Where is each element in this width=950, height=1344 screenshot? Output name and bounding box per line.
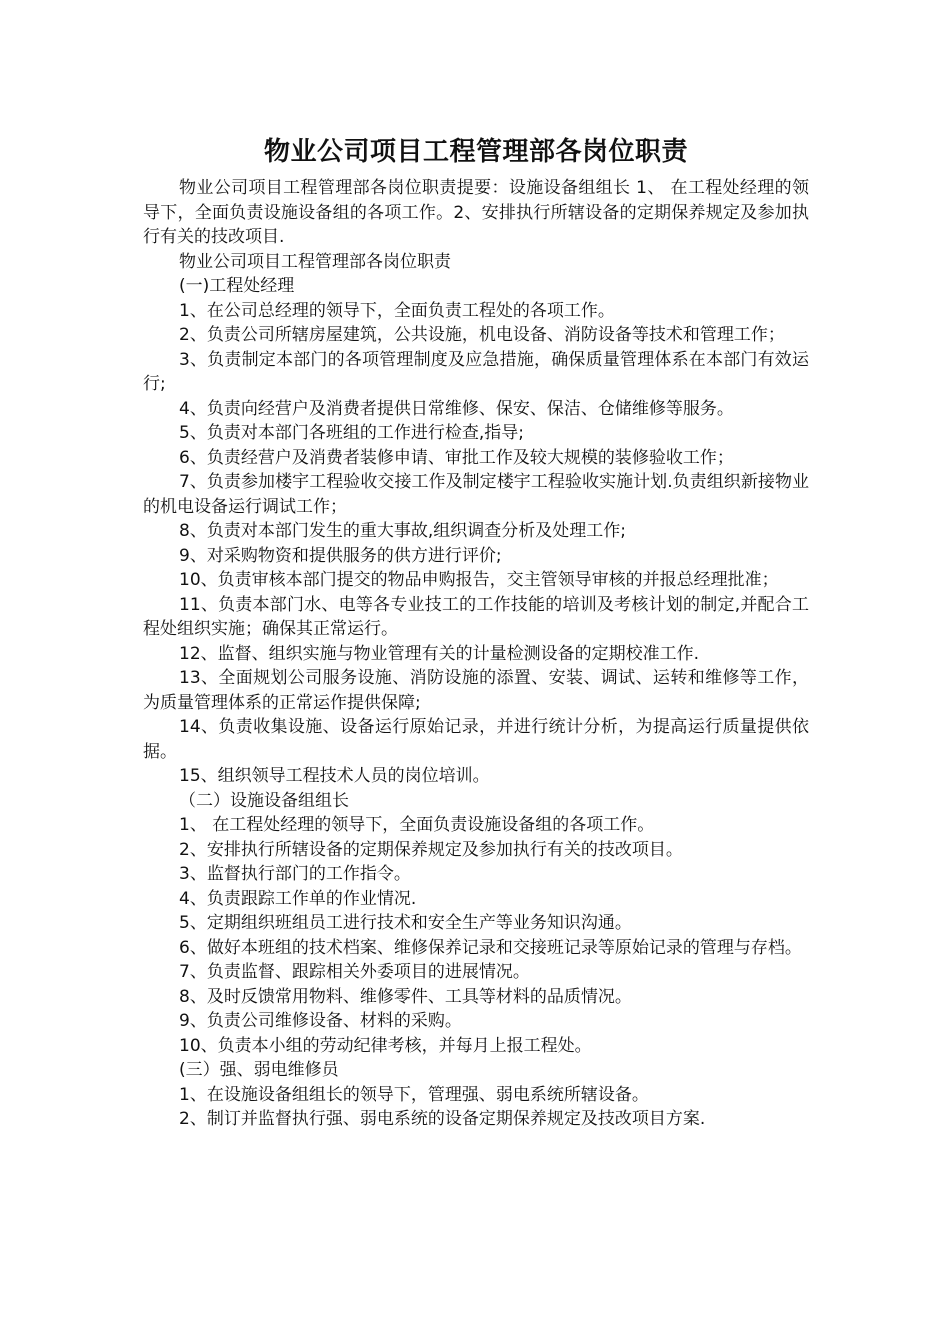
- section-heading: （二）设施设备组组长: [179, 790, 349, 811]
- paragraph: 物业公司项目工程管理部各岗位职责: [179, 251, 451, 272]
- list-item: 12、监督、组织实施与物业管理有关的计量检测设备的定期校准工作.: [179, 643, 700, 664]
- list-item: 13、全面规划公司服务设施、消防设施的添置、安装、调试、运转和维修等工作，为质量管理体系的正常运作提供保障;: [143, 668, 809, 713]
- list-item: 3、负责制定本部门的各项管理制度及应急措施，确保质量管理体系在本部门有效运行;: [143, 349, 809, 394]
- document-title: 物业公司项目工程管理部各岗位职责: [263, 137, 688, 167]
- list-item: 11、负责本部门水、电等各专业技工的工作技能的培训及考核计划的制定,并配合工程处组织实施；确保其正常运行。: [143, 594, 809, 639]
- list-item: 4、负责向经营户及消费者提供日常维修、保安、保洁、仓储维修等服务。: [179, 398, 734, 419]
- document-page: [143, 132, 809, 1132]
- paragraph: 物业公司项目工程管理部各岗位职责提要：设施设备组组长 1、 在工程处经理的领导下，全面负责设施设备组的各项工作。2、安排执行所辖设备的定期保养规定及参加执行有关的技改项目.: [143, 178, 809, 247]
- list-item: 8、及时反馈常用物料、维修零件、工具等材料的品质情况。: [179, 986, 632, 1007]
- list-item: 6、做好本班组的技术档案、维修保养记录和交接班记录等原始记录的管理与存档。: [179, 937, 802, 958]
- list-item: 2、安排执行所辖设备的定期保养规定及参加执行有关的技改项目。: [179, 839, 683, 860]
- document-body: [143, 176, 809, 1132]
- list-item: 7、负责监督、跟踪相关外委项目的进展情况。: [179, 962, 530, 982]
- list-item: 14、负责收集设施、设备运行原始记录，并进行统计分析，为提高运行质量提供依据。: [143, 717, 809, 762]
- list-item: 6、负责经营户及消费者装修申请、审批工作及较大规模的装修验收工作；: [179, 447, 734, 468]
- list-item: 2、负责公司所辖房屋建筑，公共设施，机电设备、消防设备等技术和管理工作；: [179, 325, 785, 345]
- list-item: 4、负责跟踪工作单的作业情况.: [179, 888, 417, 909]
- list-item: 10、负责审核本部门提交的物品申购报告，交主管领导审核的并报总经理批准；: [179, 570, 779, 590]
- list-item: 1、在公司总经理的领导下，全面负责工程处的各项工作。: [179, 300, 615, 321]
- list-item: 5、定期组织班组员工进行技术和安全生产等业务知识沟通。: [179, 913, 632, 933]
- list-item: 1、 在工程处经理的领导下，全面负责设施设备组的各项工作。: [179, 815, 655, 835]
- list-item: 10、负责本小组的劳动纪律考核，并每月上报工程处。: [179, 1035, 592, 1056]
- list-item: 2、制订并监督执行强、弱电系统的设备定期保养规定及技改项目方案.: [179, 1109, 706, 1129]
- list-item: 15、组织领导工程技术人员的岗位培训。: [179, 766, 490, 786]
- list-item: 5、负责对本部门各班组的工作进行检查,指导;: [179, 423, 524, 443]
- list-item: 9、对采购物资和提供服务的供方进行评价;: [179, 545, 502, 566]
- list-item: 1、在设施设备组组长的领导下，管理强、弱电系统所辖设备。: [179, 1084, 649, 1105]
- list-item: 3、监督执行部门的工作指令。: [179, 864, 411, 884]
- list-item: 7、负责参加楼宇工程验收交接工作及制定楼宇工程验收实施计划.负责组织新接物业的机电设备运行调试工作；: [143, 472, 809, 517]
- list-item: 9、负责公司维修设备、材料的采购。: [179, 1011, 462, 1031]
- section-heading: (三）强、弱电维修员: [179, 1060, 339, 1080]
- section-heading: (一)工程处经理: [179, 276, 295, 296]
- list-item: 8、负责对本部门发生的重大事故,组织调查分析及处理工作;: [179, 521, 626, 541]
